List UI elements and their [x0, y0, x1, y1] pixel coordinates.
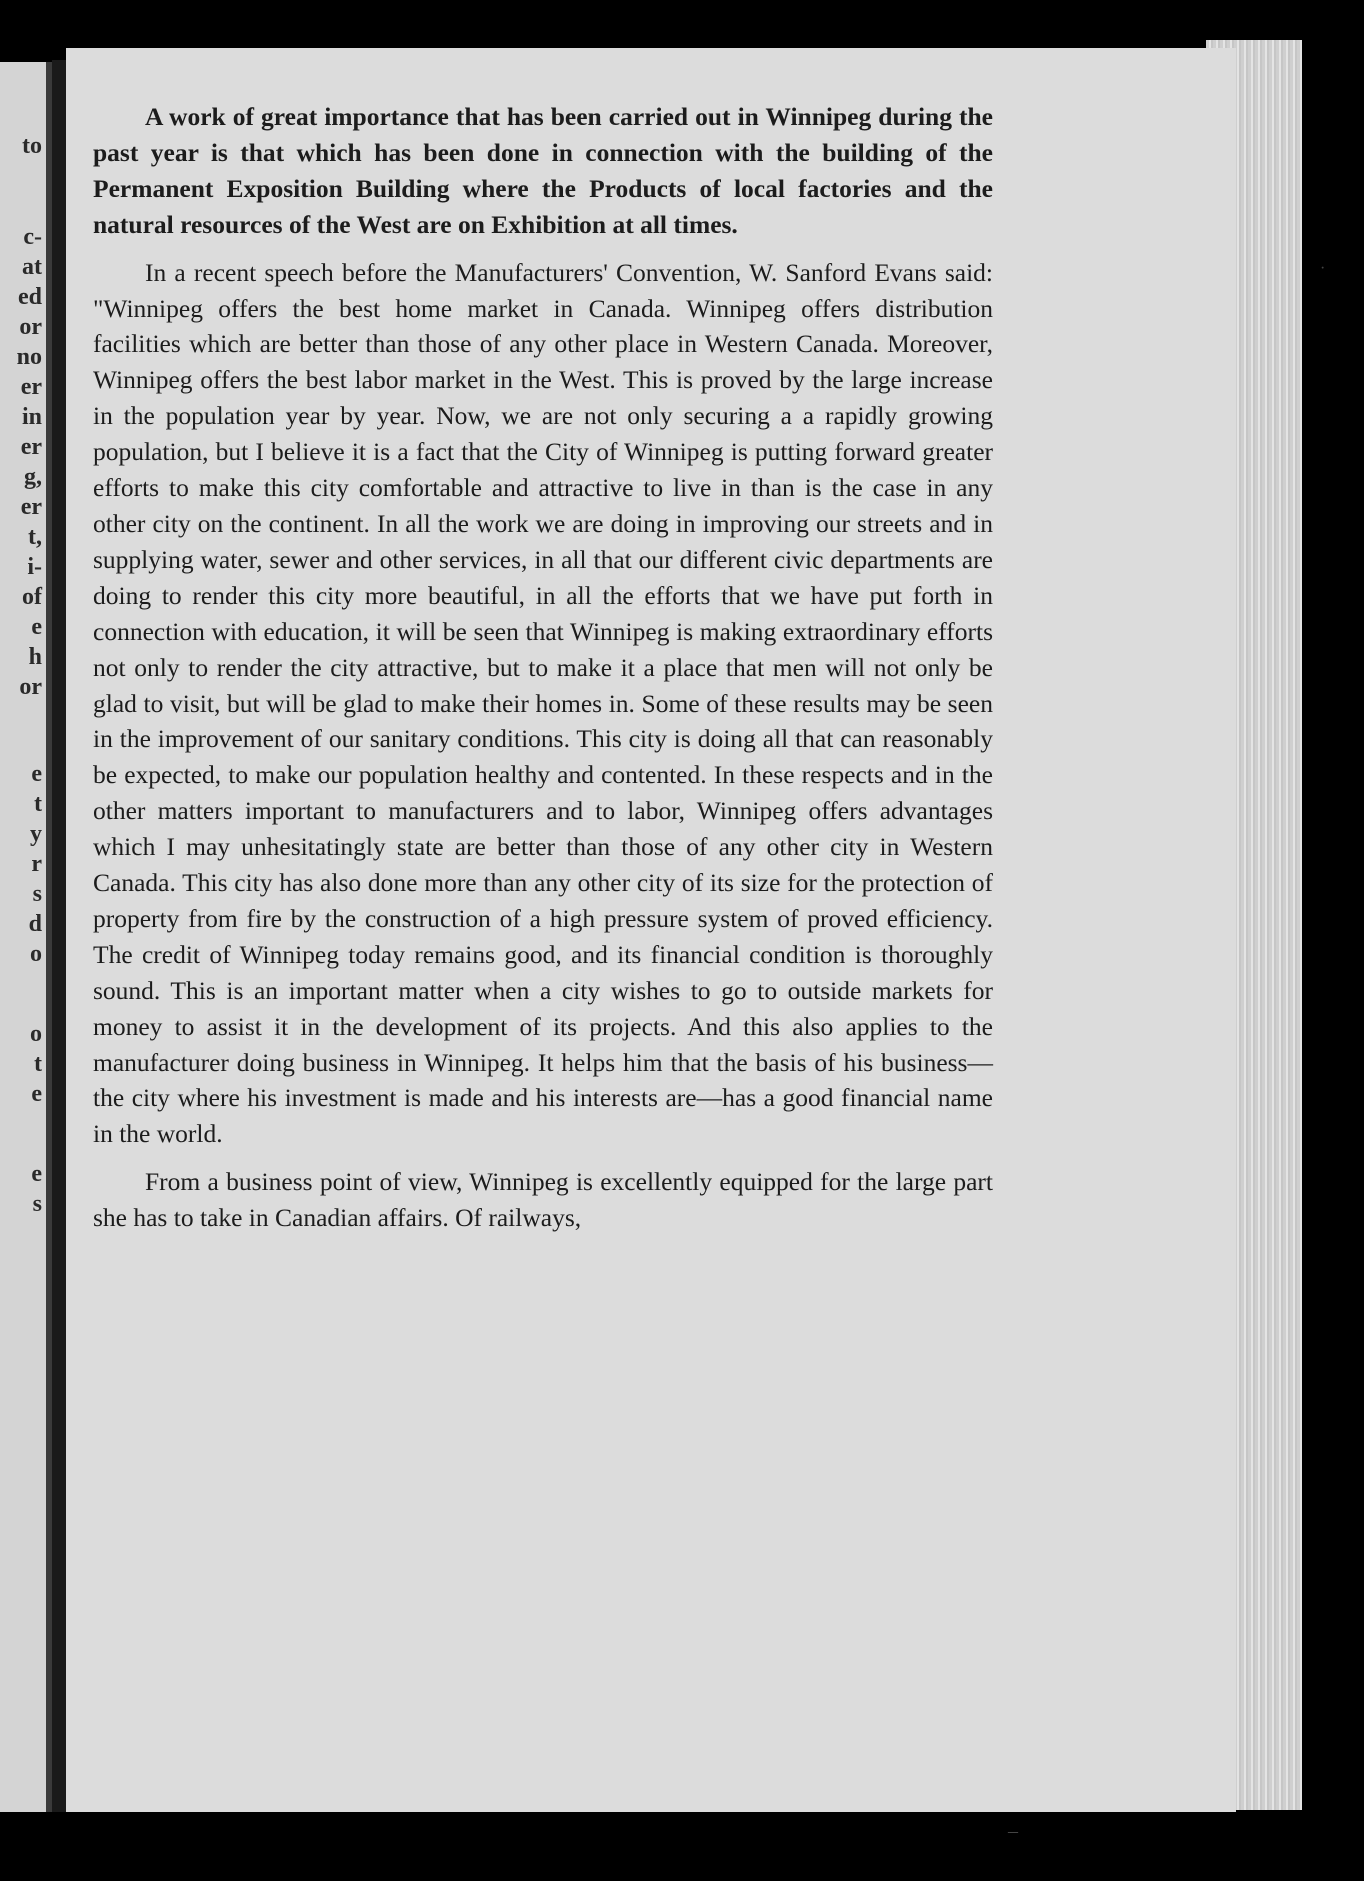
- left-page-line: at: [22, 254, 42, 280]
- left-page-line: or: [19, 314, 42, 340]
- left-page-line: t: [34, 1051, 42, 1077]
- scan-speck: ·: [1320, 260, 1326, 277]
- left-page-line: d: [28, 911, 42, 937]
- left-page-fragment: [0, 62, 52, 1812]
- left-page-line: er: [20, 494, 42, 520]
- left-page-line: r: [31, 851, 42, 877]
- left-page-line: t: [34, 791, 42, 817]
- left-page-line: e: [31, 761, 42, 787]
- left-page-line: ed: [18, 284, 42, 310]
- left-page-line: e: [31, 614, 42, 640]
- scan-dash: –: [1008, 1820, 1018, 1842]
- paragraph-business-point: From a business point of view, Winnipeg is excellently equipped for the large part she has to take in Canadian affairs. Of railways,: [93, 1167, 993, 1233]
- left-page-line: g,: [24, 464, 42, 490]
- left-page-line: i-: [27, 554, 42, 580]
- left-page-line: e: [31, 1081, 42, 1107]
- paragraph-convention-speech: In a recent speech before the Manufacturers' Convention, W. Sanford Evans said: "Winnipeg offers the best home market in Canada. Winnipeg offers distribution facilities which are better than those of any other place in Western Canada. Moreover, Winnipeg offers the best labor market in the West. This is proved by the large increase in the population year by year. Now, we are not only securing a a rapidly growing population, but I believe it is a fact that the City of Winnipeg is putting forward greater efforts to make this city comfortable and attractive to live in than is the case in any other city on the continent. In all the work we are doing in improving our streets and in supplying water, sewer and other services, in all that our different civic departments are doing to render this city more beautiful, in all the efforts that we have put forth in connection with education, it will be seen that Winnipeg is making extraordinary efforts not only to render the city attractive, but to make it a place that men will not only be glad to visit, but will be glad to make their homes in. Some of these results may be seen in the improvement of our sanitary conditions. This city is doing all that can reasonably be expected, to make our population healthy and contented. In these respects and in the other matters important to manufacturers and to labor, Winnipeg offers advantages which I may unhesitatingly state are better than those of any other city in Western Canada. This city has also done more than any other city of its size for the protection of property from fire by the construction of a high pressure system of proved efficiency. The credit of Winnipeg today remains good, and its financial condition is thoroughly sound. This is an important matter when a city wishes to go to outside markets for money to assist it in the development of its projects. And this also applies to the manufacturer doing business in Winnipeg. It helps him that the basis of his business—the city where his investment is made and his interests are—has a good financial name in the world.: [93, 257, 993, 1149]
- left-page-line: y: [30, 821, 42, 847]
- left-page-line: or: [19, 674, 42, 700]
- left-page-line: no: [16, 344, 42, 370]
- left-page-line: to: [22, 133, 42, 159]
- left-page-line: s: [32, 1191, 42, 1217]
- left-page-line: t,: [28, 524, 42, 550]
- left-page-line: h: [28, 644, 42, 670]
- left-page-line: o: [30, 1021, 42, 1047]
- left-page-line: in: [21, 404, 42, 430]
- page-body: [93, 99, 993, 1236]
- left-page-line: c-: [23, 224, 42, 250]
- left-page-line: o: [30, 941, 42, 967]
- left-page-line: er: [20, 434, 42, 460]
- left-page-line: e: [31, 1161, 42, 1187]
- left-page-line: s: [32, 881, 42, 907]
- left-page-line: er: [20, 374, 42, 400]
- paragraph-exposition-building: A work of great importance that has been carried out in Winnipeg during the past year is that which has been done in connection with the building of the Permanent Exposition Building where the Products of local factories and the natural resources of the West are on Exhibition at all times.: [93, 102, 993, 239]
- left-page-line: of: [22, 584, 42, 610]
